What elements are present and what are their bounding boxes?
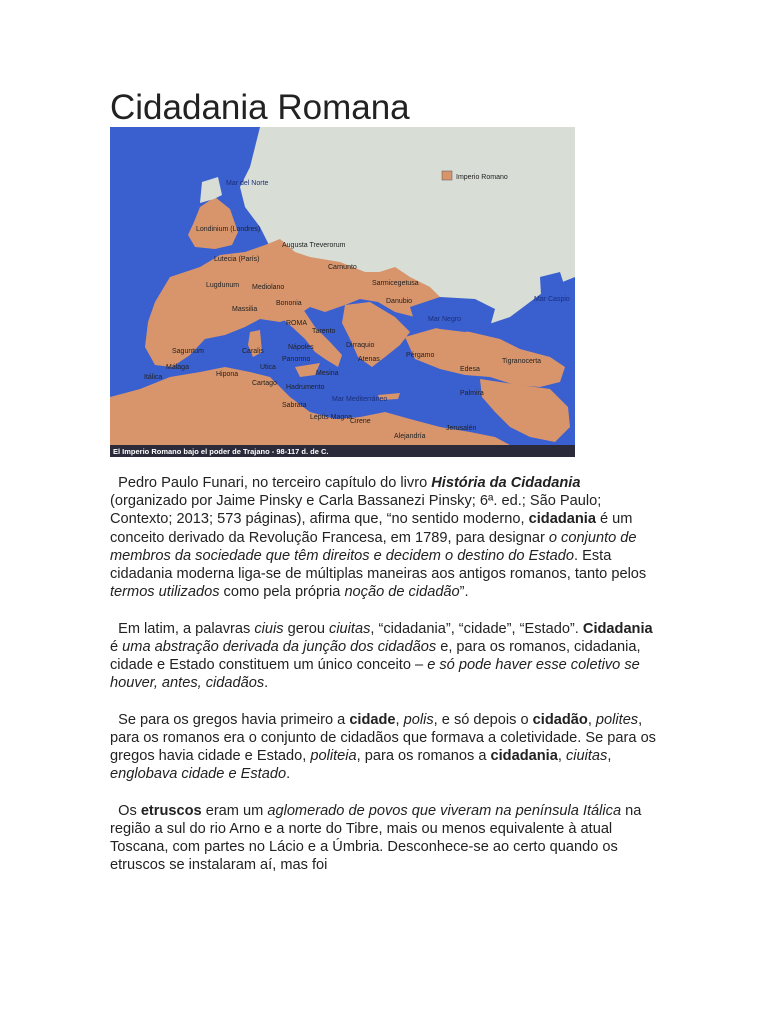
label-leptis: Leptis Magna bbox=[310, 414, 353, 421]
label-saguntum: Saguntum bbox=[172, 348, 204, 355]
text-run: , “cidadania”, “cidade”, “Estado”. bbox=[370, 620, 583, 637]
text-run: como pela própria bbox=[219, 584, 345, 601]
label-alejandria: Alejandría bbox=[394, 433, 426, 440]
bold-term: Cidadania bbox=[582, 620, 653, 637]
bold-term: cidadão bbox=[532, 711, 588, 728]
italic-phrase: uma abstração derivada da junção dos cidadãos bbox=[122, 638, 437, 655]
italic-phrase: aglomerado de povos que viveram na península Itálica bbox=[267, 802, 622, 819]
label-utica: Utica bbox=[260, 364, 276, 371]
text-run: ”. bbox=[459, 584, 469, 601]
text-run: . bbox=[264, 675, 269, 692]
italic-phrase: ciuitas bbox=[565, 748, 608, 765]
page-title: Cidadania Romana bbox=[110, 88, 410, 127]
label-tarento: Tarento bbox=[312, 328, 336, 335]
text-run: Se para os gregos havia primeiro a bbox=[118, 711, 350, 728]
label-mar-caspio: Mar Caspio bbox=[534, 296, 570, 303]
text-run: , bbox=[557, 748, 566, 765]
text-run: na região a sul do rio Arno e a norte do Tibre, mais ou menos equivalente à atual Toscana, com partes no Lácio e a Úmbria. Desconhece-se ao certo quando os etruscos se instalaram aí, mas foi bbox=[110, 802, 642, 874]
text-run: é um conceito derivado da Revolução Francesa, em 1789, para designar bbox=[110, 511, 633, 546]
text-run: , bbox=[395, 711, 404, 728]
label-hipona: Hipona bbox=[216, 371, 239, 378]
label-palmira: Palmira bbox=[460, 390, 484, 397]
label-cartago: Cartago bbox=[252, 380, 277, 387]
paragraph-4 bbox=[110, 802, 658, 875]
label-dirraquio: Dirraquio bbox=[346, 342, 375, 349]
label-massilia: Massilia bbox=[232, 306, 258, 313]
label-danubio: Danubio bbox=[386, 298, 413, 305]
bold-term: cidadania bbox=[490, 748, 558, 765]
bold-term: cidadania bbox=[528, 511, 596, 528]
text-run: gerou bbox=[283, 620, 330, 637]
label-augusta: Augusta Treverorum bbox=[282, 242, 346, 249]
label-pergamo: Pérgamo bbox=[406, 352, 435, 359]
text-run: , bbox=[587, 711, 596, 728]
label-mesina: Mesina bbox=[316, 370, 339, 377]
label-sabrata: Sabrata bbox=[282, 402, 307, 409]
italic-phrase: e só pode haver esse coletivo se houver, antes, cidadãos bbox=[110, 657, 640, 692]
italic-phrase: polites bbox=[595, 711, 639, 728]
text-run: Pedro Paulo Funari, no terceiro capítulo do livro bbox=[118, 475, 432, 491]
label-mar-negro: Mar Negro bbox=[428, 316, 462, 323]
label-malaga: Málaga bbox=[166, 364, 189, 371]
label-carnunto: Carnunto bbox=[328, 264, 357, 271]
italic-phrase: noção de cidadão bbox=[344, 584, 460, 601]
label-mar-mediterraneo: Mar Mediterráneo bbox=[332, 396, 388, 403]
text-run: eram um bbox=[201, 802, 268, 819]
label-atenas: Atenas bbox=[358, 356, 380, 363]
text-run: , bbox=[607, 748, 612, 765]
label-sarmicegetusa: Sarmicegetusa bbox=[372, 280, 419, 287]
text-run: e, para os romanos, cidadania, cidade e Estado constituem um único conceito – bbox=[110, 638, 641, 674]
text-run: , para os romanos a bbox=[356, 748, 491, 765]
italic-phrase: termos utilizados bbox=[110, 584, 220, 601]
italic-phrase: ciuitas bbox=[329, 620, 371, 637]
label-edesa: Edesa bbox=[460, 366, 480, 373]
text-run: (organizado por Jaime Pinsky e Carla Bassanezi Pinsky; 6ª. ed.; São Paulo; Contexto; 2013; 573 páginas), afirma que, “no sentido moderno, bbox=[110, 493, 602, 528]
map-graphic bbox=[110, 127, 575, 457]
legend-label: Imperio Romano bbox=[456, 174, 508, 181]
paragraph-2 bbox=[110, 620, 658, 693]
text-run: é bbox=[110, 638, 123, 655]
roman-empire-map bbox=[110, 127, 575, 457]
label-caralis: Caralis bbox=[242, 348, 264, 355]
label-lugdunum: Lugdunum bbox=[206, 282, 240, 289]
label-roma: ROMA bbox=[286, 320, 307, 327]
text-run: Os bbox=[118, 802, 141, 819]
text-run: , para os romanos era o conjunto de cidadãos que formava a coletividade. Se para os gregos havia cidade e Estado, bbox=[110, 711, 656, 765]
label-mar-del-norte: Mar del Norte bbox=[226, 180, 269, 187]
text-run: , e só depois o bbox=[433, 711, 533, 728]
label-bononia: Bononia bbox=[276, 300, 302, 307]
label-tigranocerta: Tigranocerta bbox=[502, 358, 542, 365]
label-hadrumento: Hadrumento bbox=[286, 384, 325, 391]
italic-phrase: politeia bbox=[310, 748, 357, 765]
label-panormo: Panormo bbox=[282, 356, 311, 363]
italic-phrase: englobava cidade e Estado bbox=[110, 766, 287, 783]
bold-term: cidade bbox=[349, 711, 396, 728]
label-napoles: Nápoles bbox=[288, 344, 314, 351]
article-body bbox=[110, 474, 658, 893]
text-run: Em latim, a palavras bbox=[118, 620, 255, 637]
italic-phrase: polis bbox=[403, 711, 434, 728]
paragraph-3 bbox=[110, 711, 658, 784]
label-italica: Itálica bbox=[144, 374, 163, 381]
label-londinium: Londinium (Londres) bbox=[196, 226, 261, 233]
legend-swatch bbox=[442, 171, 452, 180]
paragraph-1 bbox=[110, 474, 658, 601]
label-jerusalen: Jerusalén bbox=[446, 425, 477, 432]
label-mediolano: Mediolano bbox=[252, 284, 285, 291]
bold-term: etruscos bbox=[140, 802, 202, 819]
italic-phrase: o conjunto de membros da sociedade que têm direitos e decidem o destino do Estado bbox=[110, 529, 637, 564]
label-lutecia: Lutecia (París) bbox=[214, 256, 260, 263]
map-caption: El Imperio Romano bajo el poder de Trajano - 98-117 d. de C. bbox=[113, 447, 329, 456]
text-run: . bbox=[286, 766, 291, 783]
text-run: . Esta cidadania moderna liga-se de múltiplas maneiras aos antigos romanos, tanto pelos bbox=[110, 547, 647, 583]
book-title: História da Cidadania bbox=[431, 475, 581, 491]
italic-phrase: ciuis bbox=[254, 620, 284, 637]
label-cirene: Cirene bbox=[350, 418, 371, 425]
